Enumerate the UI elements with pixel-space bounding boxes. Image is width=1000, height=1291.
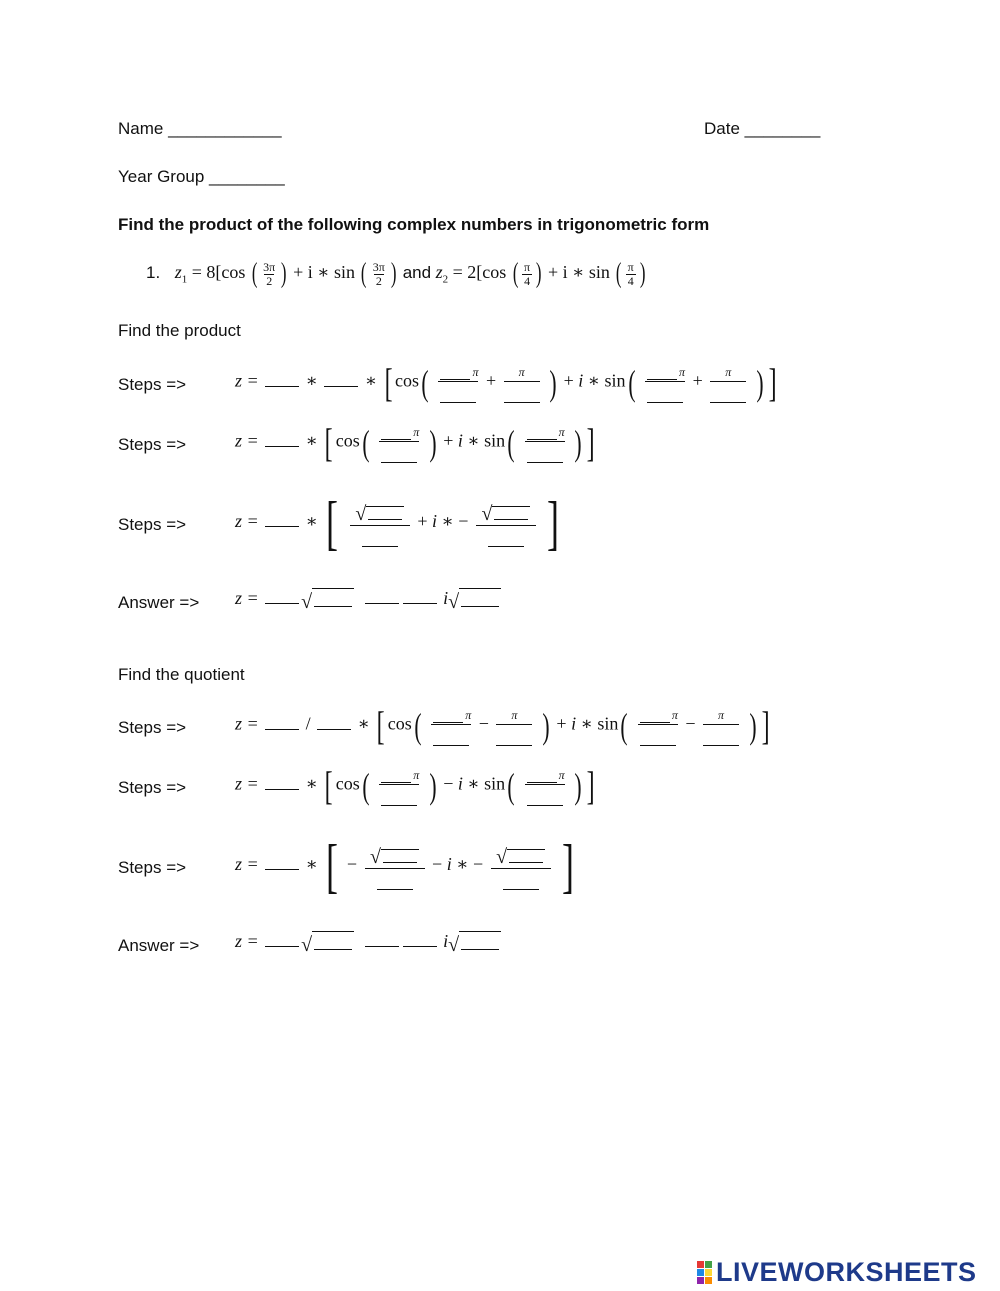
blank-input[interactable] (265, 932, 299, 947)
times-symbol: ∗ (467, 773, 480, 794)
plus-symbol: + (417, 511, 428, 532)
instruction-heading: Find the product of the following complex numbers in trigonometric form (118, 215, 710, 234)
cos-label: cos (335, 430, 360, 451)
blank-input[interactable] (383, 852, 417, 863)
date-field[interactable]: Date ________ (704, 119, 821, 138)
pi-symbol: π (558, 768, 565, 782)
times-symbol: ∗ (456, 854, 469, 875)
product-step-1: z = ∗ ∗ [ cos( π + π ) + i ∗ sin( π + π ) ] (235, 359, 777, 405)
i-symbol: i (443, 931, 449, 952)
blank-input[interactable] (527, 772, 557, 783)
z1-arg-denominator-2: 2 (375, 273, 382, 288)
times-symbol: ∗ (441, 511, 454, 532)
blank-input[interactable] (461, 592, 499, 607)
i-symbol: i (432, 511, 438, 532)
times-symbol: ∗ (305, 430, 318, 451)
blank-input[interactable] (265, 432, 299, 447)
z2-arg-denominator: 4 (524, 273, 531, 288)
sin-label: sin (484, 430, 506, 451)
times-symbol: ∗ (364, 370, 378, 391)
plus-symbol: + (556, 713, 567, 734)
product-step-3-label: Steps => (118, 515, 187, 534)
plus-symbol: + (563, 370, 574, 391)
quotient-step-2: z = ∗ [ cos( π ) − i ∗ sin( π ) ] (235, 762, 595, 808)
i-symbol: i (578, 370, 584, 391)
blank-input[interactable] (381, 772, 411, 783)
blank-input[interactable] (362, 526, 398, 547)
quotient-step-3-label: Steps => (118, 858, 187, 877)
i-symbol: i (457, 430, 463, 451)
sqrt-symbol: √ (448, 934, 460, 956)
z2-arg-numerator: π (524, 259, 531, 274)
pi-symbol: π (472, 365, 479, 379)
z1-arg-numerator: 3π (263, 259, 276, 274)
sqrt-symbol: √ (448, 591, 460, 613)
quotient-answer (235, 931, 501, 955)
times-symbol: ∗ (305, 854, 318, 875)
quotient-step-3: z = ∗ [ − √ − i ∗ − √ ] (235, 833, 575, 899)
blank-input[interactable] (440, 382, 476, 403)
pi-symbol: π (413, 768, 420, 782)
product-step-3: z = ∗ [ √ + i ∗ − √ ] (235, 490, 560, 556)
plus-symbol: + (443, 430, 454, 451)
z1-arg-denominator: 2 (266, 273, 273, 288)
blank-input[interactable] (433, 725, 469, 746)
and-word: and (402, 263, 432, 283)
problem-1-statement: 1. $z_1 = 8[\cos$ ( $\frac{3\pi}{2}$ ) + i ∗ sin ( $\frac{3\pi}{2}$ ) and $z_2 = 2[\cos$ ( $\frac{\pi}{4}$ ) + i ∗ sin ( $\frac{\pi}{4}$ ) (146, 258, 646, 289)
times-symbol: ∗ (580, 713, 593, 734)
quotient-answer-label: Answer => (118, 936, 200, 955)
blank-input[interactable] (647, 382, 683, 403)
times-symbol: ∗ (467, 430, 480, 451)
blank-input[interactable] (314, 935, 352, 950)
i-symbol: i (443, 588, 449, 609)
blank-input[interactable] (433, 712, 463, 723)
blank-input[interactable] (365, 932, 399, 947)
blank-input[interactable] (265, 589, 299, 604)
pi-symbol: π (558, 425, 565, 439)
z2-coefficient: = 2[cos (452, 262, 507, 283)
blank-input[interactable] (647, 369, 677, 380)
z-equals: z = (235, 854, 259, 875)
blank-input[interactable] (703, 725, 739, 746)
minus-symbol: − (472, 854, 484, 875)
quotient-step-1: z = / ∗ [ cos( π − π ) + i ∗ sin( π − π ) ] (235, 702, 770, 748)
plus-symbol: + (485, 370, 497, 391)
product-answer-label: Answer => (118, 593, 200, 612)
z1-subscript: 1 (181, 273, 188, 286)
z-equals: z = (235, 713, 259, 734)
blank-input[interactable] (440, 369, 470, 380)
blank-input[interactable] (461, 935, 499, 950)
blank-input[interactable] (527, 429, 557, 440)
pi-symbol: π (679, 365, 686, 379)
z2-symbol: z (435, 262, 443, 283)
blank-input[interactable] (381, 442, 417, 463)
cos-label: cos (387, 713, 412, 734)
z-equals: z = (235, 931, 259, 952)
blank-input[interactable] (403, 932, 437, 947)
liveworksheets-logo (697, 1257, 977, 1287)
sin-label: sin (484, 773, 506, 794)
minus-symbol: − (478, 713, 489, 734)
minus-symbol: − (432, 854, 443, 875)
cos-label: cos (394, 370, 419, 391)
pi-symbol: π (518, 365, 525, 379)
blank-input[interactable] (640, 725, 676, 746)
sqrt-symbol: √ (496, 845, 508, 868)
blank-input[interactable] (403, 589, 437, 604)
product-heading: Find the product (118, 321, 241, 340)
sin-label: sin (597, 713, 619, 734)
quotient-step-2-label: Steps => (118, 778, 187, 797)
pi-symbol: π (717, 708, 724, 722)
blank-input[interactable] (314, 592, 352, 607)
z-equals: z = (235, 430, 259, 451)
blank-input[interactable] (265, 715, 299, 730)
blank-input[interactable] (265, 512, 299, 527)
i-symbol: i (446, 854, 452, 875)
cos-label: cos (335, 773, 360, 794)
z2-plus-i-sin: + i ∗ sin (547, 262, 610, 283)
blank-input[interactable] (640, 712, 670, 723)
blank-input[interactable] (265, 372, 299, 387)
i-symbol: i (457, 773, 463, 794)
problem-number: 1. (146, 263, 161, 283)
z1-arg-numerator-2: 3π (372, 259, 385, 274)
minus-symbol: − (443, 773, 454, 794)
times-symbol: ∗ (587, 370, 601, 391)
blank-input[interactable] (265, 775, 299, 790)
minus-symbol: − (458, 511, 469, 532)
blank-input[interactable] (265, 855, 299, 870)
pi-symbol: π (725, 365, 732, 379)
blank-input[interactable] (377, 869, 413, 890)
blank-input[interactable] (368, 509, 402, 520)
blank-input[interactable] (527, 442, 563, 463)
times-symbol: ∗ (305, 511, 318, 532)
i-symbol: i (571, 713, 577, 734)
pi-symbol: π (671, 708, 678, 722)
times-symbol: ∗ (305, 370, 318, 391)
blank-input[interactable] (488, 526, 524, 547)
pi-symbol: π (511, 708, 518, 722)
logo-blocks-icon (697, 1261, 712, 1284)
blank-input[interactable] (503, 869, 539, 890)
sqrt-symbol: √ (355, 502, 367, 525)
times-symbol: ∗ (357, 713, 370, 734)
z1-plus-i-sin: + i ∗ sin (293, 262, 355, 283)
product-answer (235, 588, 501, 612)
z-equals: z = (235, 511, 259, 532)
blank-input[interactable] (710, 382, 746, 403)
year-group-field[interactable]: Year Group ________ (118, 167, 285, 186)
sin-label: sin (604, 370, 626, 391)
plus-symbol: + (692, 370, 703, 391)
z1-symbol: z (174, 262, 182, 283)
blank-input[interactable] (381, 785, 417, 806)
minus-symbol: − (346, 854, 358, 875)
sqrt-symbol: √ (301, 934, 313, 956)
blank-input[interactable] (365, 589, 399, 604)
blank-input[interactable] (381, 429, 411, 440)
product-step-2: z = ∗ [ cos( π ) + i ∗ sin( π ) ] (235, 419, 595, 465)
pi-symbol: π (413, 425, 420, 439)
z2-arg-denominator-2: 4 (627, 273, 634, 288)
times-symbol: ∗ (305, 773, 318, 794)
pi-symbol: π (465, 708, 472, 722)
sqrt-symbol: √ (481, 502, 493, 525)
z2-arg-numerator-2: π (627, 259, 634, 274)
logo-text: LIVEWORKSHEETS (716, 1256, 977, 1287)
z-equals: z = (235, 370, 259, 391)
blank-input[interactable] (504, 382, 540, 403)
quotient-heading: Find the quotient (118, 665, 245, 684)
blank-input[interactable] (509, 852, 543, 863)
divide-symbol: / (305, 713, 311, 734)
sqrt-symbol: √ (301, 591, 313, 613)
blank-input[interactable] (494, 509, 528, 520)
quotient-step-1-label: Steps => (118, 718, 187, 737)
minus-symbol: − (685, 713, 696, 734)
name-field[interactable]: Name ____________ (118, 119, 282, 138)
product-step-2-label: Steps => (118, 435, 187, 454)
blank-input[interactable] (324, 372, 358, 387)
product-step-1-label: Steps => (118, 375, 187, 394)
z-equals: z = (235, 588, 259, 609)
blank-input[interactable] (317, 715, 351, 730)
z-equals: z = (235, 773, 259, 794)
sqrt-symbol: √ (370, 845, 382, 868)
z1-coefficient: = 8[cos (191, 262, 246, 283)
blank-input[interactable] (496, 725, 532, 746)
z2-subscript: 2 (442, 273, 449, 286)
blank-input[interactable] (527, 785, 563, 806)
